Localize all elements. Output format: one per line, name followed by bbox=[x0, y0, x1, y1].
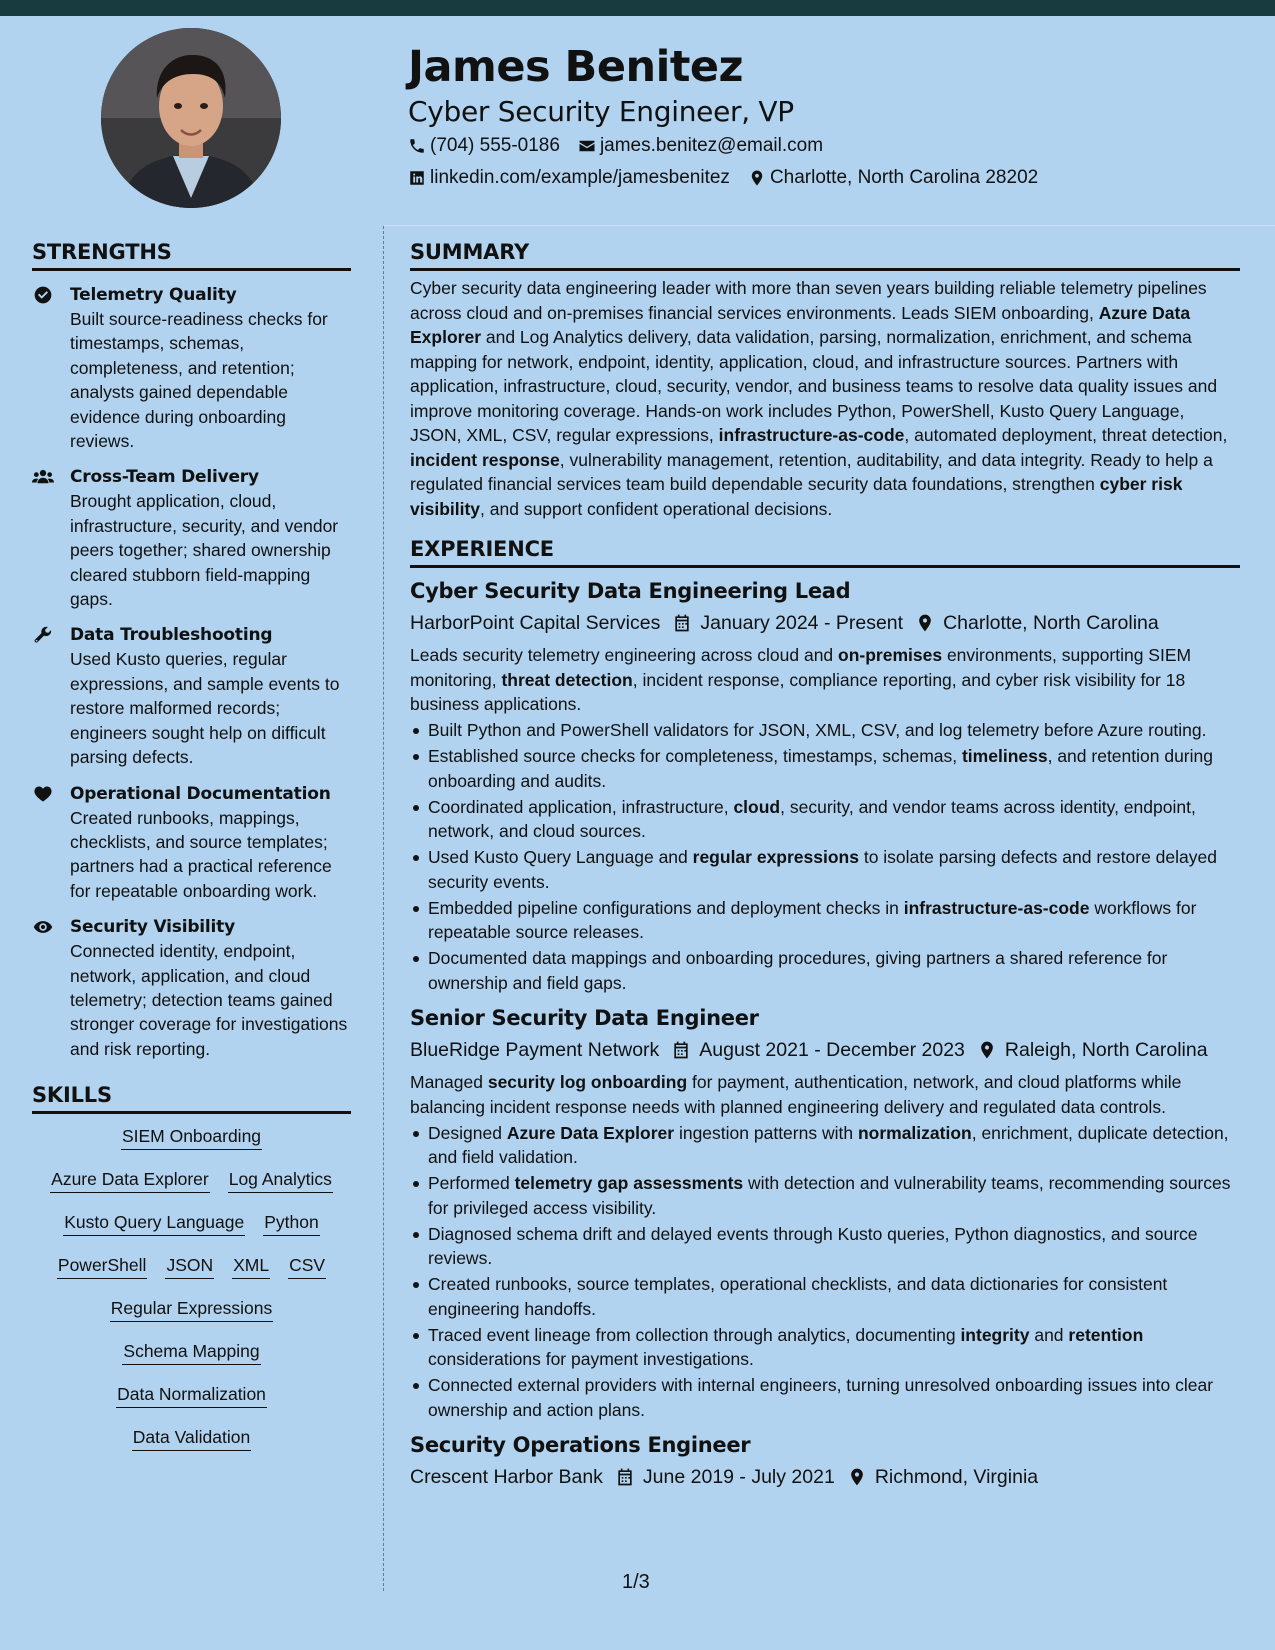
strength-title: Data Troubleshooting bbox=[70, 625, 273, 646]
bullet-item: Established source checks for completeness, timestamps, schemas, timeliness, and retention during onboarding and audits. bbox=[410, 744, 1240, 793]
eye-icon bbox=[32, 917, 54, 937]
bullet-item: Embedded pipeline configurations and deployment checks in infrastructure-as-code workflows for repeatable source releases. bbox=[410, 896, 1240, 945]
job-entry bbox=[410, 1430, 1240, 1492]
strengths-heading: STRENGTHS bbox=[32, 240, 351, 271]
bold-keyword: infrastructure-as-code bbox=[718, 425, 905, 445]
skill-tag: PowerShell bbox=[57, 1253, 148, 1279]
email-contact[interactable] bbox=[578, 135, 823, 157]
skill-tag: Regular Expressions bbox=[110, 1296, 273, 1322]
candidate-name: James Benitez bbox=[408, 42, 744, 92]
bold-keyword: retention bbox=[1068, 1324, 1144, 1345]
heart-icon bbox=[32, 784, 54, 804]
header-divider bbox=[384, 225, 1275, 226]
dates-text: January 2024 - Present bbox=[700, 612, 904, 634]
map-pin-icon bbox=[915, 613, 935, 633]
job-title: Security Operations Engineer bbox=[410, 1433, 751, 1457]
job-company bbox=[410, 608, 660, 638]
strength-title: Telemetry Quality bbox=[70, 285, 237, 305]
bold-keyword: cyber risk visibility bbox=[410, 474, 1183, 519]
left-column bbox=[32, 240, 351, 1468]
contact-row-1 bbox=[408, 135, 841, 157]
skill-tag: Log Analytics bbox=[228, 1167, 333, 1193]
job-meta bbox=[410, 1462, 1240, 1492]
calendar-icon bbox=[672, 613, 692, 633]
location-text: Charlotte, North Carolina 28202 bbox=[769, 167, 1039, 188]
strength-item bbox=[32, 782, 351, 904]
map-pin-icon bbox=[977, 1040, 997, 1060]
wrench-icon bbox=[32, 625, 54, 645]
bold-keyword: on-premises bbox=[838, 645, 943, 665]
skill-tag: Data Validation bbox=[132, 1425, 251, 1451]
skill-tag: Kusto Query Language bbox=[63, 1210, 245, 1236]
strength-desc: Created runbooks, mappings, checklists, and source templates; partners had a practical reference for repeatable onboarding work. bbox=[70, 807, 332, 901]
job-dates bbox=[672, 608, 903, 638]
column-divider bbox=[383, 226, 384, 1591]
bold-keyword: infrastructure-as-code bbox=[903, 897, 1090, 918]
job-location bbox=[977, 1035, 1208, 1065]
email-text: james.benitez@email.com bbox=[599, 135, 824, 156]
strength-desc: Brought application, cloud, infrastructure, security, and vendor peers together; shared ownership cleared stubborn field-mapping gaps. bbox=[70, 491, 339, 610]
skill-tag: JSON bbox=[165, 1253, 214, 1279]
linkedin-icon bbox=[408, 169, 426, 187]
job-location bbox=[847, 1462, 1038, 1492]
bullet-item: Used Kusto Query Language and regular expressions to isolate parsing defects and restore delayed security events. bbox=[410, 845, 1240, 894]
skill-tag: Data Normalization bbox=[116, 1382, 267, 1408]
strength-item bbox=[32, 623, 351, 769]
strength-item bbox=[32, 465, 351, 611]
company-text: Crescent Harbor Bank bbox=[410, 1466, 603, 1488]
job-intro: Leads security telemetry engineering across cloud and on-premises environments, supporting SIEM monitoring, threat detection, incident response, compliance reporting, and cyber risk visibility for 18 business applications. bbox=[410, 645, 1192, 714]
job-title: Cyber Security Data Engineering Lead bbox=[410, 579, 851, 603]
bullet-item: Diagnosed schema drift and delayed events through Kusto queries, Python diagnostics, and source reviews. bbox=[410, 1222, 1240, 1271]
bold-keyword: threat detection bbox=[501, 669, 633, 690]
contact-row-2 bbox=[408, 167, 1056, 189]
phone-contact[interactable] bbox=[408, 135, 560, 157]
job-meta bbox=[410, 1035, 1240, 1065]
experience-heading: EXPERIENCE bbox=[410, 537, 1240, 568]
users-icon bbox=[32, 467, 54, 487]
bullet-item: Designed Azure Data Explorer ingestion patterns with normalization, enrichment, duplicate detection, and field validation. bbox=[410, 1121, 1240, 1170]
job-entry bbox=[410, 576, 1240, 995]
bold-keyword: timeliness bbox=[961, 746, 1048, 766]
skill-tag: XML bbox=[232, 1253, 270, 1279]
bold-keyword: Azure Data Explorer bbox=[410, 302, 1191, 347]
map-pin-icon bbox=[748, 169, 766, 187]
location-text: Raleigh, North Carolina bbox=[1004, 1039, 1208, 1061]
strength-title: Operational Documentation bbox=[70, 783, 331, 804]
strength-title: Security Visibility bbox=[70, 917, 235, 938]
job-bullets bbox=[410, 718, 1240, 995]
job-title: Senior Security Data Engineer bbox=[410, 1006, 759, 1030]
summary-heading: SUMMARY bbox=[410, 240, 1240, 271]
strength-item bbox=[32, 283, 351, 453]
skill-tag: Python bbox=[263, 1210, 319, 1236]
bullet-item: Traced event lineage from collection through analytics, documenting integrity and retention considerations for payment investigations. bbox=[410, 1323, 1240, 1372]
bold-keyword: cloud bbox=[733, 796, 781, 817]
summary-text: Cyber security data engineering leader with more than seven years building reliable telemetry pipelines across cloud and on-premises financial services environments. Leads SIEM onboarding, Azure Data Explorer and Log Analytics delivery, data validation, parsing, normalization, enrichment, and schema mapping for network, endpoint, identity, application, cloud, and infrastructure sources. Partners with application, infrastructure, cloud, security, vendor, and business teams to resolve data quality issues and improve monitoring coverage. Hands-on work includes Python, PowerShell, Kusto Query Language, JSON, XML, CSV, regular expressions, infrastructure-as-code, automated deployment, threat detection, incident response, vulnerability management, retention, auditability, and data integrity. Ready to help a regulated financial services team build dependable security data foundations, strengthen cyber risk visibility, and support confident operational decisions. bbox=[410, 278, 1228, 519]
dates-text: August 2021 - December 2023 bbox=[699, 1039, 965, 1061]
job-entry bbox=[410, 1003, 1240, 1422]
skill-tag: SIEM Onboarding bbox=[121, 1124, 262, 1150]
check-circle-icon bbox=[32, 285, 54, 305]
bullet-item: Documented data mappings and onboarding procedures, giving partners a shared reference for ownership and field gaps. bbox=[410, 946, 1240, 995]
bullet-item: Connected external providers with internal engineers, turning unresolved onboarding issues into clear ownership and action plans. bbox=[410, 1373, 1240, 1422]
job-bullets bbox=[410, 1121, 1240, 1423]
bold-keyword: normalization bbox=[857, 1122, 972, 1143]
strength-desc: Used Kusto queries, regular expressions, and sample events to restore malformed records; engineers sought help on difficult parsing defects. bbox=[70, 649, 340, 768]
job-meta bbox=[410, 608, 1240, 638]
phone-text: (704) 555-0186 bbox=[430, 135, 560, 156]
location-text: Charlotte, North Carolina bbox=[943, 612, 1159, 634]
bold-keyword: incident response bbox=[410, 449, 560, 470]
dates-text: June 2019 - July 2021 bbox=[642, 1466, 835, 1488]
page-number: 1/3 bbox=[622, 1571, 650, 1593]
strength-title: Cross-Team Delivery bbox=[70, 467, 259, 488]
envelope-icon bbox=[578, 137, 596, 155]
strength-desc: Connected identity, endpoint, network, application, and cloud telemetry; detection teams gained stronger coverage for investigations and risk reporting. bbox=[70, 941, 348, 1059]
candidate-title: Cyber Security Engineer, VP bbox=[408, 95, 794, 128]
phone-icon bbox=[408, 137, 426, 155]
calendar-icon bbox=[615, 1467, 635, 1487]
skill-tag: Azure Data Explorer bbox=[50, 1167, 210, 1193]
map-pin-icon bbox=[847, 1467, 867, 1487]
skill-tag: CSV bbox=[288, 1253, 326, 1279]
company-text: HarborPoint Capital Services bbox=[410, 612, 661, 634]
skills-list bbox=[32, 1124, 351, 1451]
skills-heading: SKILLS bbox=[32, 1083, 351, 1114]
calendar-icon bbox=[671, 1040, 691, 1060]
linkedin-text: linkedin.com/example/jamesbenitez bbox=[430, 167, 730, 188]
job-company bbox=[410, 1035, 659, 1065]
strength-desc: Built source-readiness checks for timestamps, schemas, completeness, and retention; analysts gained dependable evidence during onboarding reviews. bbox=[70, 309, 328, 452]
right-column bbox=[410, 240, 1240, 1492]
bullet-item: Built Python and PowerShell validators for JSON, XML, CSV, and log telemetry before Azure routing. bbox=[410, 718, 1240, 743]
bold-keyword: integrity bbox=[960, 1324, 1030, 1345]
top-accent-bar bbox=[0, 0, 1275, 16]
linkedin-contact[interactable] bbox=[408, 167, 730, 189]
location-contact bbox=[748, 167, 1038, 189]
bold-keyword: security log onboarding bbox=[487, 1072, 688, 1092]
bold-keyword: Azure Data Explorer bbox=[506, 1122, 675, 1143]
profile-photo bbox=[101, 28, 281, 208]
bullet-item: Coordinated application, infrastructure, cloud, security, and vendor teams across identity, endpoint, network, and cloud sources. bbox=[410, 795, 1240, 844]
skill-tag: Schema Mapping bbox=[122, 1339, 260, 1365]
bullet-item: Created runbooks, source templates, operational checklists, and data dictionaries for consistent engineering handoffs. bbox=[410, 1272, 1240, 1321]
company-text: BlueRidge Payment Network bbox=[410, 1039, 660, 1061]
strength-item bbox=[32, 915, 351, 1061]
location-text: Richmond, Virginia bbox=[874, 1466, 1039, 1488]
job-location bbox=[915, 608, 1159, 638]
bullet-item: Performed telemetry gap assessments with detection and vulnerability teams, recommending sources for privileged access visibility. bbox=[410, 1171, 1240, 1220]
job-dates bbox=[615, 1462, 835, 1492]
job-intro: Managed security log onboarding for payment, authentication, network, and cloud platforms while balancing incident response needs with planned engineering delivery and regulated data controls. bbox=[410, 1072, 1182, 1117]
bold-keyword: telemetry gap assessments bbox=[514, 1173, 744, 1193]
bold-keyword: regular expressions bbox=[692, 847, 859, 867]
job-company bbox=[410, 1462, 603, 1492]
job-dates bbox=[671, 1035, 965, 1065]
